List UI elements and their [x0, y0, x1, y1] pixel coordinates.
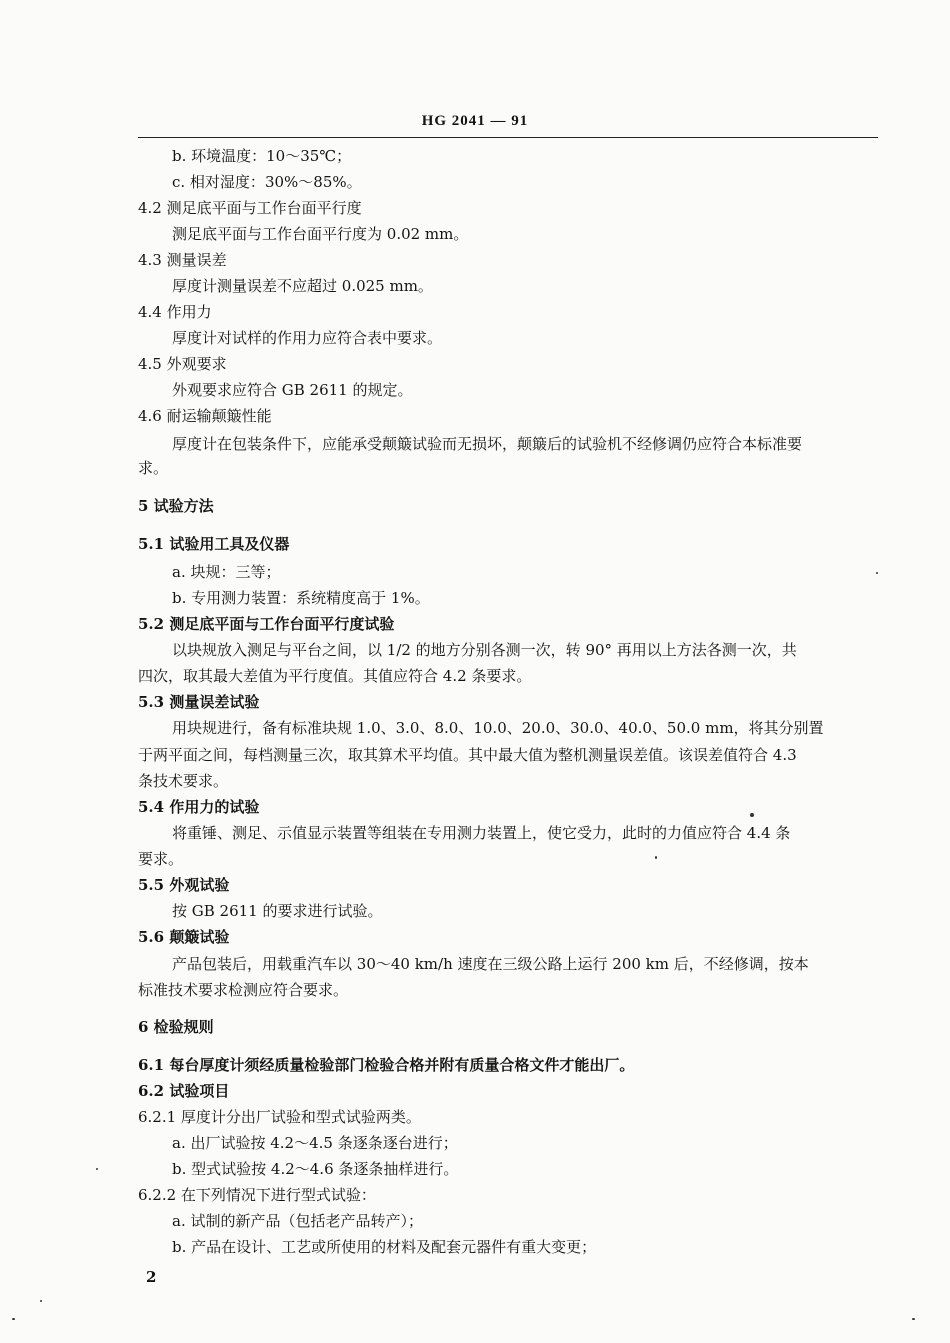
- text-line: 6 检验规则: [138, 1018, 214, 1036]
- page-number: 2: [146, 1268, 157, 1286]
- text-line: 4.5 外观要求: [138, 355, 227, 373]
- text-line: 标准技术要求检测应符合要求。: [138, 981, 349, 999]
- text-line: 5 试验方法: [138, 497, 214, 515]
- text-line: 以块规放入测足与平台之间，以 1/2 的地方分别各测一次，转 90° 再用以上方法各测一次，共: [172, 641, 797, 659]
- text-line: 6.2.2 在下列情况下进行型式试验：: [138, 1186, 376, 1204]
- text-line: 5.1 试验用工具及仪器: [138, 535, 290, 553]
- text-line: b. 型式试验按 4.2～4.6 条逐条抽样进行。: [172, 1160, 459, 1178]
- text-line: a. 试制的新产品（包括老产品转产）；: [172, 1212, 423, 1230]
- text-line: 按 GB 2611 的要求进行试验。: [172, 902, 383, 920]
- text-line: 4.2 测足底平面与工作台面平行度: [138, 199, 362, 217]
- text-line: 测足底平面与工作台面平行度为 0.02 mm。: [172, 225, 469, 243]
- text-line: 4.4 作用力: [138, 303, 212, 321]
- text-line: 5.3 测量误差试验: [138, 693, 260, 711]
- text-line: 6.2 试验项目: [138, 1082, 230, 1100]
- text-line: a. 块规：三等；: [172, 563, 281, 581]
- text-line: a. 出厂试验按 4.2～4.5 条逐条逐台进行；: [172, 1134, 458, 1152]
- text-line: b. 专用测力装置：系统精度高于 1%。: [172, 589, 430, 607]
- text-line: 5.5 外观试验: [138, 876, 230, 894]
- scan-speck: [96, 1168, 98, 1170]
- text-line: 用块规进行，备有标准块规 1.0、3.0、8.0、10.0、20.0、30.0、40.0、50.0 mm，将其分别置: [172, 719, 824, 737]
- scan-speck: [750, 813, 754, 817]
- text-line: 厚度计对试样的作用力应符合表中要求。: [172, 329, 443, 347]
- text-line: 要求。: [138, 850, 184, 868]
- text-line: 5.6 颠簸试验: [138, 928, 230, 946]
- text-line: c. 相对湿度：30%～85%。: [172, 173, 362, 191]
- text-line: 求。: [138, 459, 169, 477]
- header-rule: [138, 137, 878, 138]
- text-line: 6.2.1 厚度计分出厂试验和型式试验两类。: [138, 1108, 421, 1126]
- text-line: 厚度计测量误差不应超过 0.025 mm。: [172, 277, 433, 295]
- text-line: 4.6 耐运输颠簸性能: [138, 407, 272, 425]
- text-line: 4.3 测量误差: [138, 251, 227, 269]
- text-line: 条技术要求。: [138, 772, 229, 790]
- scan-speck: [12, 1318, 15, 1320]
- text-line: b. 环境温度：10～35℃；: [172, 147, 352, 165]
- scan-speck: [655, 856, 657, 859]
- text-line: 5.2 测足底平面与工作台面平行度试验: [138, 615, 395, 633]
- text-line: 四次，取其最大差值为平行度值。其值应符合 4.2 条要求。: [138, 667, 532, 685]
- text-line: 5.4 作用力的试验: [138, 798, 260, 816]
- text-line: b. 产品在设计、工艺或所使用的材料及配套元器件有重大变更；: [172, 1238, 597, 1256]
- text-line: 产品包装后，用载重汽车以 30～40 km/h 速度在三级公路上运行 200 km 后，不经修调，按本: [172, 955, 809, 973]
- text-line: 于两平面之间，每档测量三次，取其算术平均值。其中最大值为整机测量误差值。该误差值符合 4.3: [138, 746, 797, 764]
- scan-speck: [876, 572, 878, 574]
- text-line: 厚度计在包装条件下，应能承受颠簸试验而无损坏，颠簸后的试验机不经修调仍应符合本标准要: [172, 435, 803, 453]
- text-line: 将重锤、测足、示值显示装置等组装在专用测力装置上，使它受力，此时的力值应符合 4.4 条: [172, 824, 791, 842]
- scan-speck: [40, 1300, 42, 1302]
- scan-speck: [912, 1318, 915, 1320]
- text-line: 6.1 每台厚度计须经质量检验部门检验合格并附有质量合格文件才能出厂。: [138, 1056, 635, 1074]
- standard-header: HG 2041 — 91: [421, 113, 529, 129]
- text-line: 外观要求应符合 GB 2611 的规定。: [172, 381, 413, 399]
